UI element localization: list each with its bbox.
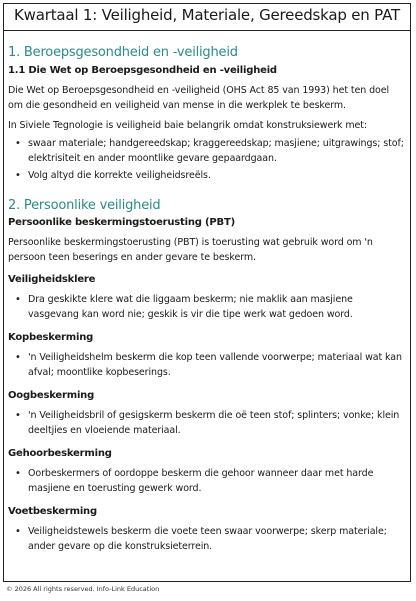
page-title: Kwartaal 1: Veiligheid, Materiale, Gereedskap en PAT bbox=[14, 6, 400, 24]
section-2-heading: 2. Persoonlike veiligheid bbox=[8, 198, 161, 213]
hearing-protection-heading: Gehoorbeskerming bbox=[8, 448, 112, 459]
list-item: • Veiligheidstewels beskerm die voete teen swaar voorwerpe; skerp materiale; ander gevare op die konstruksieterrein. bbox=[8, 524, 406, 554]
ohs-act-paragraph: Die Wet op Beroepsgesondheid en -veiligheid (OHS Act 85 van 1993) het ten doel om die gesondheid en veiligheid van mense in die werkplek te beskerm. bbox=[8, 85, 389, 111]
eye-protection-heading: Oogbeskerming bbox=[8, 390, 95, 401]
eye-protection-list bbox=[8, 408, 406, 438]
section-1-heading: 1. Beroepsgesondheid en -veiligheid bbox=[8, 45, 238, 60]
list-item: • Dra geskikte klere wat die liggaam beskerm; nie maklik aan masjiene vasgevang kan word nie; geskik is vir die tipe werk wat gedoen word. bbox=[8, 292, 406, 322]
list-item: • 'n Veiligheidshelm beskerm die kop teen vallende voorwerpe; materiaal wat kan afval; moontlike kopbeserings. bbox=[8, 350, 406, 380]
list-item: • 'n Veiligheidsbril of gesigskerm beskerm die oë teen stof; splinters; vonke; klein deeltjies en vloeiende materiaal. bbox=[8, 408, 406, 438]
list-item: • Oorbeskermers of oordoppe beskerm die gehoor wanneer daar met harde masjiene en toerusting gewerk word. bbox=[8, 466, 406, 496]
pbt-subheading: Persoonlike beskermingstoerusting (PBT) bbox=[8, 217, 235, 228]
hearing-protection-list bbox=[8, 466, 406, 496]
page-content bbox=[8, 44, 406, 554]
head-protection-heading: Kopbeskerming bbox=[8, 332, 94, 343]
list-item: • Volg altyd die korrekte veiligheidsreëls. bbox=[8, 168, 406, 183]
pbt-paragraph: Persoonlike beskermingstoerusting (PBT) is toerusting wat gebruik word om 'n persoon teen beserings en ander gevare te beskerm. bbox=[8, 237, 373, 263]
title-divider bbox=[3, 30, 411, 31]
safety-clothing-heading: Veiligheidsklere bbox=[8, 274, 96, 285]
copyright-footer: © 2026 All rights reserved. Info-Link Education bbox=[6, 585, 160, 593]
list-item: • swaar materiale; handgereedskap; kraggereedskap; masjiene; uitgrawings; stof; elektrisiteit en ander moontlike gevare gepaardgaan. bbox=[8, 136, 406, 166]
civil-tech-paragraph: In Siviele Tegnologie is veiligheid baie belangrik omdat konstruksiewerk met: bbox=[8, 120, 367, 131]
hazards-list bbox=[8, 136, 406, 183]
safety-clothing-list bbox=[8, 292, 406, 322]
foot-protection-heading: Voetbeskerming bbox=[8, 506, 97, 517]
foot-protection-list bbox=[8, 524, 406, 554]
section-1-1-subheading: 1.1 Die Wet op Beroepsgesondheid en -veiligheid bbox=[8, 65, 277, 76]
head-protection-list bbox=[8, 350, 406, 380]
